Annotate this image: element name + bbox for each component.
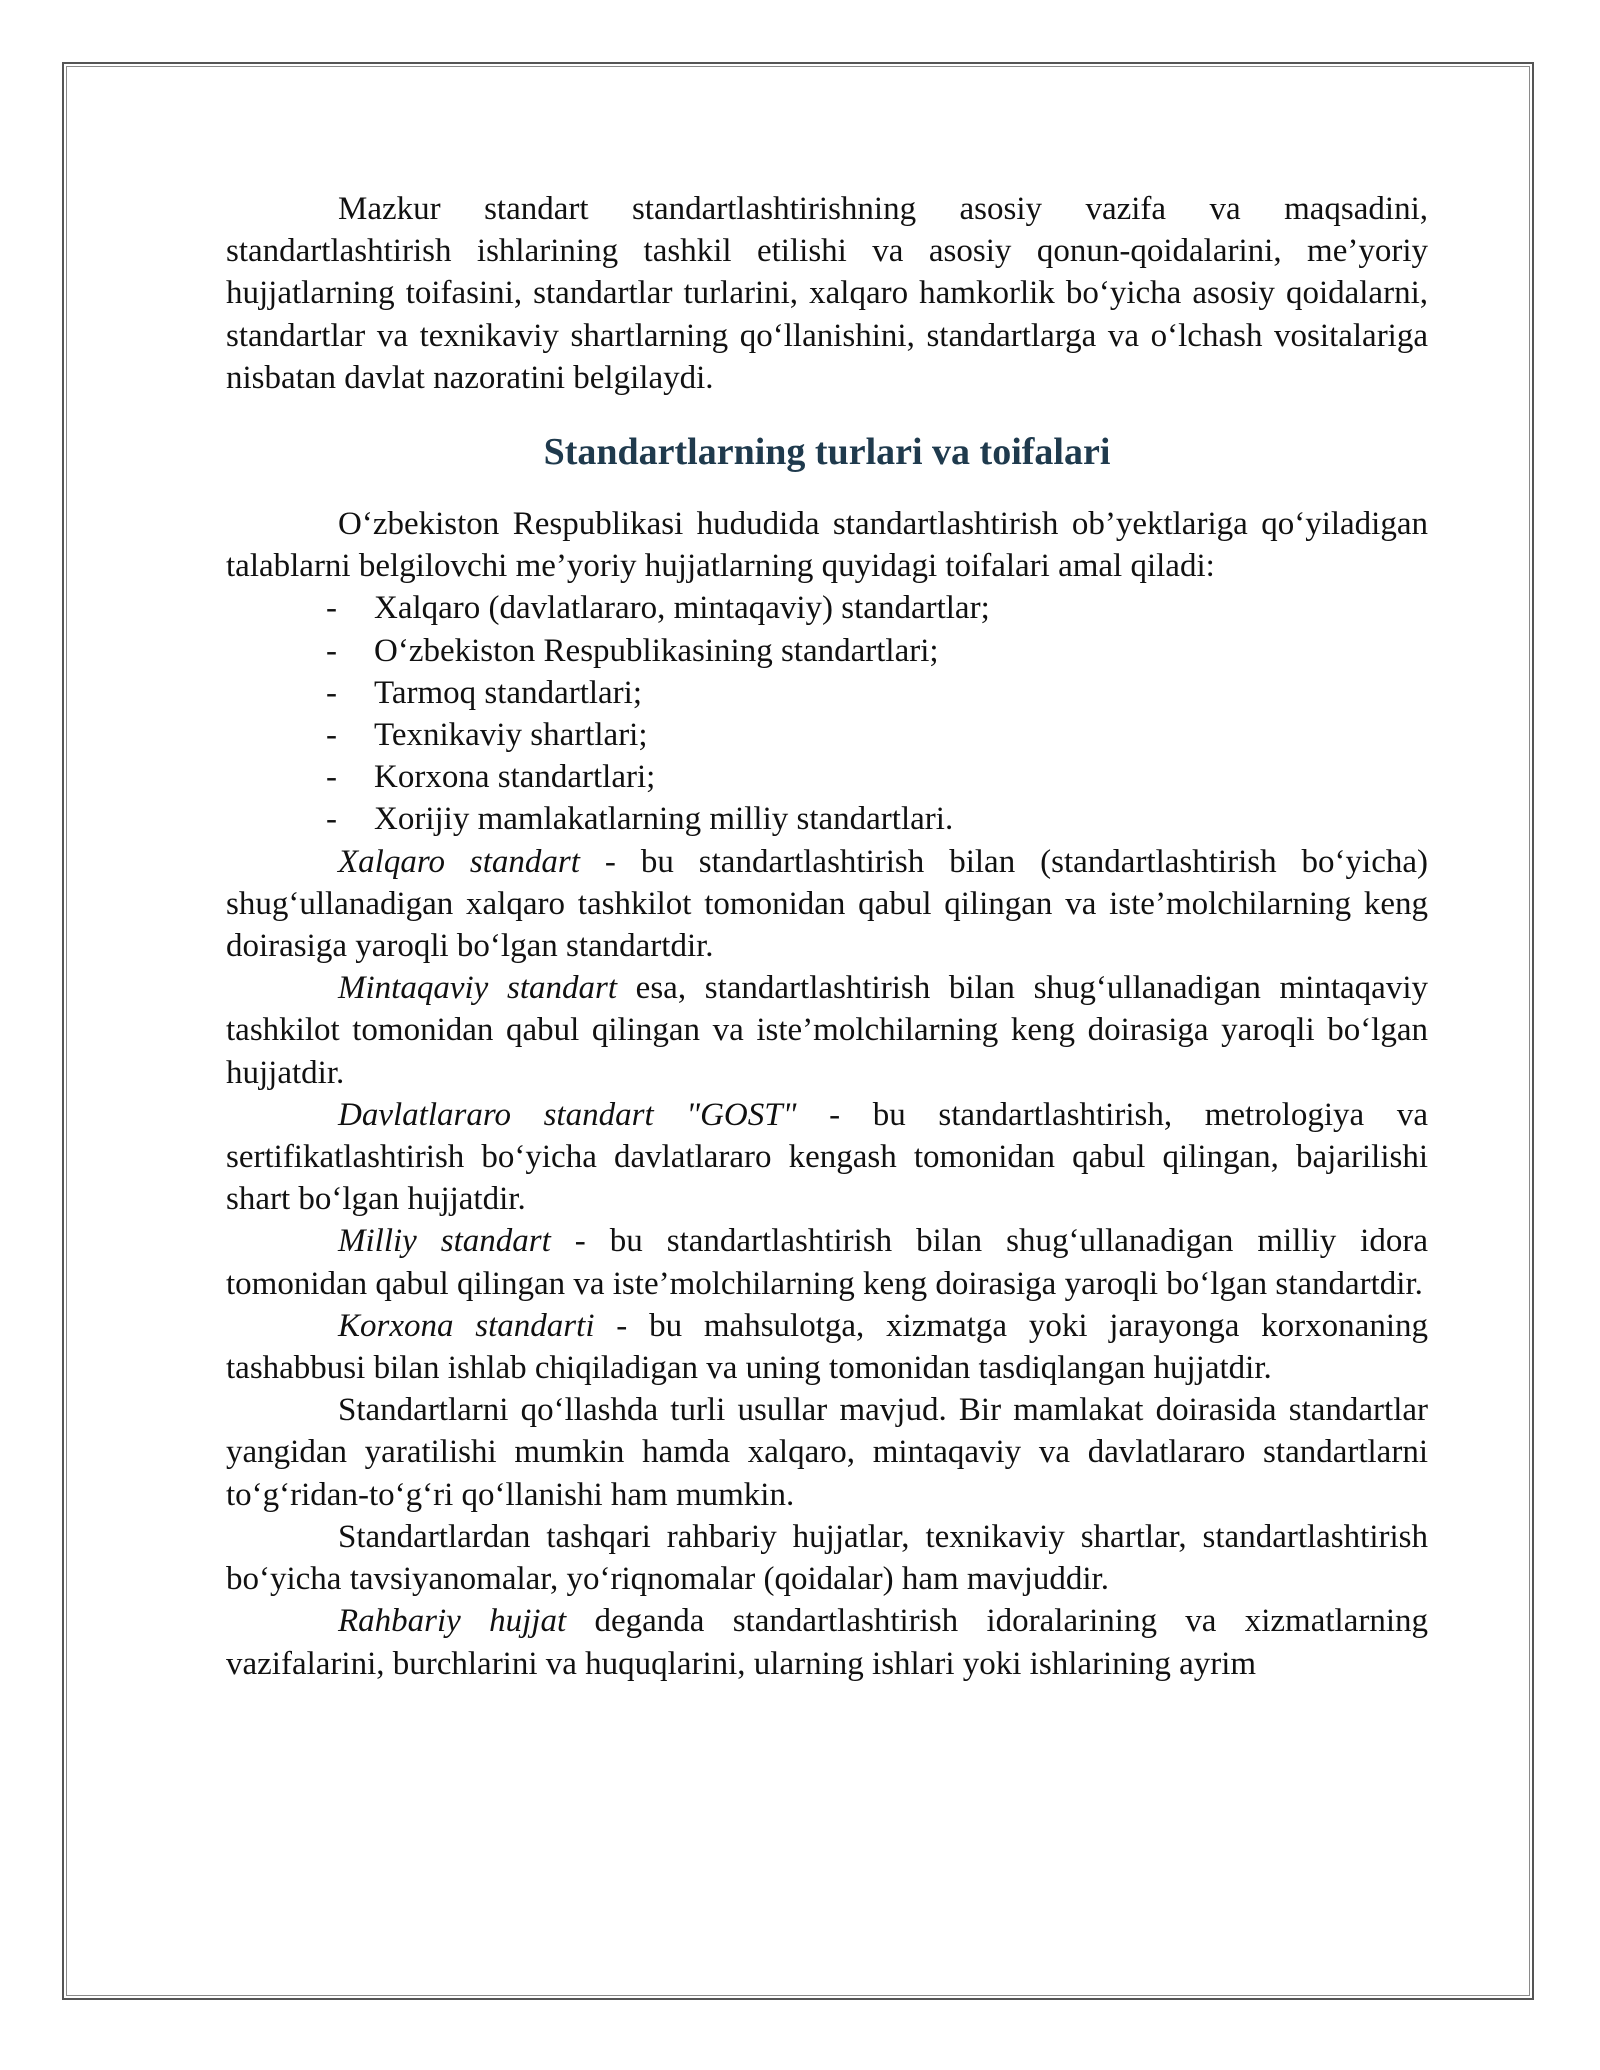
definition-term: Xalqaro standart [338, 843, 580, 880]
definition-term: Mintaqaviy standart [338, 970, 617, 1007]
list-item [226, 672, 1428, 714]
definition-text: - bu standartlashtirish bilan (standartlashtirish bo‘yicha) shug‘ullanadigan xalqaro tashkilot tomonidan qabul qilingan va iste’molchilarning keng doirasiga yaroqli bo‘lgan standartdir. [226, 843, 1429, 965]
list-item-text: O‘zbekiston Respublikasining standartlari; [374, 632, 939, 669]
definition-paragraph [226, 841, 1428, 968]
intro-paragraph: Mazkur standart standartlashtirishning asosiy vazifa va maqsadini, standartlashtirish ishlarining tashkil etilishi va asosiy qonun-qoidalarini, me’yoriy hujjatlarning toifasini, standartlar turlarini, xalqaro hamkorlik bo‘yicha asosiy qoidalarni, standartlar va texnikaviy shartlarning qo‘llanishini, standartlarga va o‘lchash vositalariga nisbatan davlat nazoratini belgilaydi. [226, 191, 1428, 396]
definition-text: - bu standartlashtirish, metrologiya va sertifikatlashtirish bo‘yicha davlatlararo kengash tomonidan qabul qilingan, bajarilishi shart bo‘lgan hujjatdir. [226, 1096, 1428, 1218]
list-dash: - [326, 590, 337, 627]
definition-term: Korxona standarti [338, 1307, 595, 1344]
definition-paragraph [226, 1600, 1428, 1684]
definition-term: Rahbariy hujjat [338, 1603, 567, 1640]
section-lead-paragraph: O‘zbekiston Respublikasi hududida standartlashtirish ob’yektlariga qo‘yiladigan talablarni belgilovchi me’yoriy hujjatlarning quyidagi toifalari amal qiladi: [226, 506, 1428, 585]
section-heading: Standartlarning turlari va toifalari [543, 431, 1111, 474]
definition-text: esa, standartlashtirish bilan shug‘ullanadigan mintaqaviy tashkilot tomonidan qabul qilingan va iste’molchilarning keng doirasiga yaroqli bo‘lgan hujjatdir. [226, 970, 1428, 1091]
list-dash: - [326, 801, 337, 838]
list-item [226, 798, 1428, 840]
list-dash: - [326, 759, 337, 796]
list-item-text: Texnikaviy shartlari; [374, 717, 648, 754]
list-item [226, 630, 1428, 672]
document-body [226, 188, 1428, 1685]
list-item-text: Tarmoq standartlari; [374, 674, 643, 711]
definition-paragraph [226, 1220, 1428, 1304]
list-dash: - [326, 632, 337, 669]
body-paragraph: Standartlarni qo‘llashda turli usullar mavjud. Bir mamlakat doirasida standartlar yangidan yaratilishi mumkin hamda xalqaro, mintaqaviy va davlatlararo standartlarni to‘g‘ridan-to‘g‘ri qo‘llanishi ham mumkin. [226, 1392, 1428, 1513]
list-item [226, 756, 1428, 798]
definition-term: Davlatlararo standart "GOST" [338, 1096, 797, 1133]
list-item-text: Korxona standartlari; [374, 759, 656, 796]
definition-term: Milliy standart [338, 1223, 551, 1260]
standards-types-list [226, 587, 1428, 840]
list-dash: - [326, 717, 337, 754]
list-dash: - [326, 674, 337, 711]
definition-text: deganda standartlashtirish idoralarining va xizmatlarning vazifalarini, burchlarini va huquqlarini, ularning ishlari yoki ishlarining ayrim [226, 1603, 1428, 1682]
list-item [226, 714, 1428, 756]
list-item-text: Xalqaro (davlatlararo, mintaqaviy) standartlar; [374, 590, 990, 627]
list-item-text: Xorijiy mamlakatlarning milliy standartlari. [374, 801, 954, 838]
list-item [226, 587, 1428, 629]
body-paragraph: Standartlardan tashqari rahbariy hujjatlar, texnikaviy shartlar, standartlashtirish bo‘yicha tavsiyanomalar, yo‘riqnomalar (qoidalar) ham mavjuddir. [226, 1518, 1428, 1598]
definition-text: - bu mahsulotga, xizmatga yoki jarayonga korxonaning tashabbusi bilan ishlab chiqiladigan va uning tomonidan tasdiqlangan hujjatdir. [226, 1307, 1428, 1387]
definition-text: - bu standartlashtirish bilan shug‘ullanadigan milliy idora tomonidan qabul qilingan va iste’molchilarning keng doirasiga yaroqli bo‘lgan standartdir. [226, 1223, 1428, 1302]
definition-paragraph [226, 967, 1428, 1094]
definition-paragraph [226, 1094, 1428, 1221]
definition-paragraph [226, 1305, 1428, 1389]
